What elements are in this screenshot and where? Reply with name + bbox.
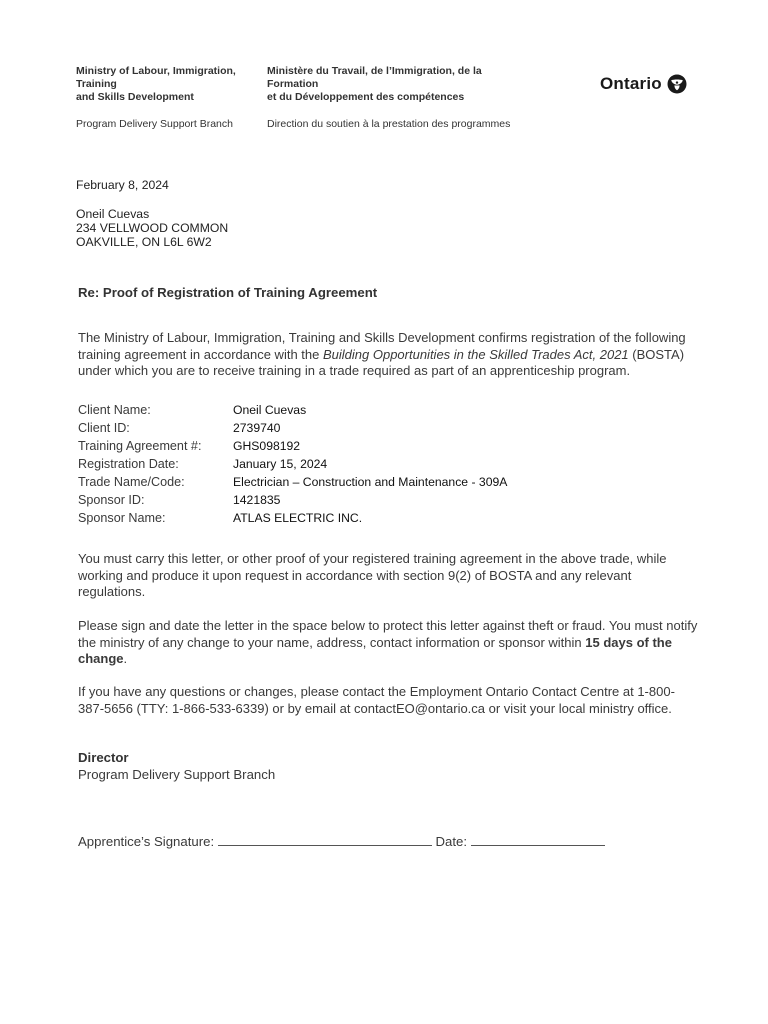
ministry-name-fr bbox=[267, 65, 482, 104]
intro-paragraph bbox=[78, 330, 698, 380]
branch-name-en: Program Delivery Support Branch bbox=[76, 118, 233, 130]
intro-part-2: (BOSTA) under which you are to receive training in a trade required as part of an apprenticeship program. bbox=[78, 346, 685, 378]
detail-label: Client ID: bbox=[78, 421, 130, 435]
ministry-fr-line-3: et du Développement des compétences bbox=[267, 91, 465, 103]
detail-value: Oneil Cuevas bbox=[233, 403, 307, 417]
detail-row bbox=[78, 493, 698, 511]
ministry-fr-line-1: Ministère du Travail, de l’Immigration, de la bbox=[267, 65, 482, 77]
signer-branch: Program Delivery Support Branch bbox=[78, 767, 276, 782]
detail-label: Registration Date: bbox=[78, 457, 179, 471]
detail-label: Training Agreement #: bbox=[78, 439, 202, 453]
carry-letter-paragraph: You must carry this letter, or other proof of your registered training agreement in the above trade, while working and produce it upon request in accordance with section 9(2) of BOSTA and any relevant regulations. bbox=[78, 551, 667, 599]
detail-value: 1421835 bbox=[233, 493, 281, 507]
recipient-name: Oneil Cuevas bbox=[76, 207, 150, 221]
signature-line[interactable] bbox=[218, 833, 432, 846]
date-label: Date: bbox=[435, 834, 467, 849]
ministry-en-line-1: Ministry of Labour, Immigration, bbox=[76, 65, 236, 77]
recipient-city: OAKVILLE, ON L6L 6W2 bbox=[76, 235, 212, 249]
letter-date: February 8, 2024 bbox=[76, 178, 169, 192]
ontario-logo bbox=[600, 74, 687, 94]
ministry-en-line-2: Training bbox=[76, 78, 117, 90]
sign-letter-paragraph bbox=[78, 618, 698, 668]
detail-row bbox=[78, 475, 698, 493]
intro-part-1: The Ministry of Labour, Immigration, Training and Skills Development confirms registration of the following training agreement in accordance with the bbox=[78, 330, 686, 362]
ministry-en-line-3: and Skills Development bbox=[76, 91, 194, 103]
sign-part-2: . bbox=[123, 651, 128, 666]
trillium-icon bbox=[667, 74, 687, 94]
detail-row bbox=[78, 457, 698, 475]
letter-subject: Re: Proof of Registration of Training Agreement bbox=[78, 285, 378, 300]
recipient-street: 234 VELLWOOD COMMON bbox=[76, 221, 229, 235]
date-line[interactable] bbox=[471, 833, 605, 846]
detail-row bbox=[78, 511, 698, 529]
detail-row bbox=[78, 403, 698, 421]
detail-value: Electrician – Construction and Maintenance - 309A bbox=[233, 475, 508, 489]
detail-value: 2739740 bbox=[233, 421, 281, 435]
act-name: Building Opportunities in the Skilled Trades Act, 2021 bbox=[322, 346, 629, 362]
ministry-name-en bbox=[76, 65, 236, 104]
signature-label: Apprentice’s Signature: bbox=[78, 834, 215, 849]
detail-label: Client Name: bbox=[78, 403, 151, 417]
detail-value: ATLAS ELECTRIC INC. bbox=[233, 511, 363, 525]
signer-title: Director bbox=[78, 750, 129, 765]
signature-block bbox=[78, 833, 605, 851]
sign-deadline: 15 days of the change bbox=[78, 634, 672, 666]
ministry-fr-line-2: Formation bbox=[267, 78, 319, 90]
contact-paragraph: If you have any questions or changes, please contact the Employment Ontario Contact Centre at 1-800-387-5656 (TTY: 1-866-533-6339) or by email at contactEO@ontario.ca or visit your local ministry office. bbox=[78, 684, 675, 716]
detail-row bbox=[78, 421, 698, 439]
sign-part-1: Please sign and date the letter in the space below to protect this letter against theft or fraud. You must notify the ministry of any change to your name, address, contact information or sponsor within bbox=[78, 618, 698, 650]
logo-text: Ontario bbox=[600, 74, 662, 93]
detail-value: January 15, 2024 bbox=[233, 457, 328, 471]
detail-label: Sponsor Name: bbox=[78, 511, 166, 525]
detail-row bbox=[78, 439, 698, 457]
detail-label: Trade Name/Code: bbox=[78, 475, 185, 489]
detail-value: GHS098192 bbox=[233, 439, 301, 453]
detail-label: Sponsor ID: bbox=[78, 493, 145, 507]
branch-name-fr: Direction du soutien à la prestation des programmes bbox=[267, 118, 511, 130]
